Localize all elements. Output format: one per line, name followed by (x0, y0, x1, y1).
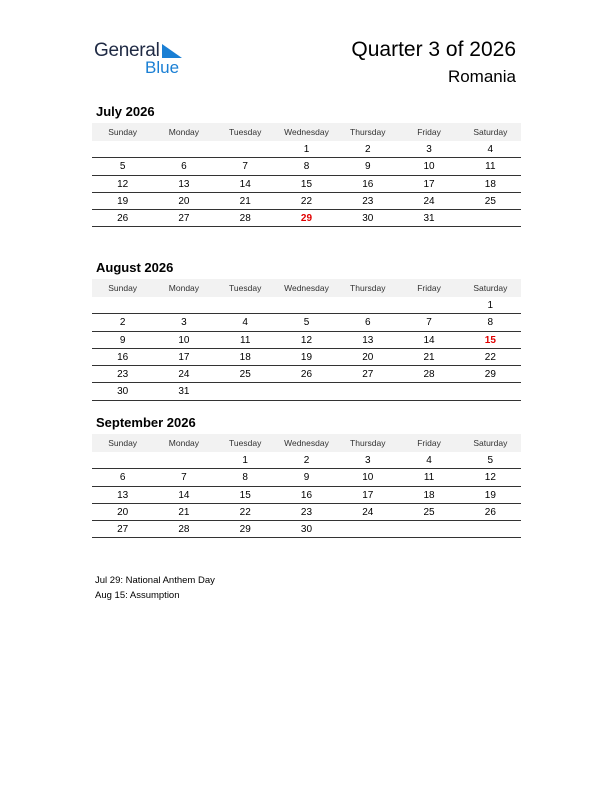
day-cell: 13 (362, 334, 374, 346)
logo-blue-text: Blue (145, 58, 180, 77)
day-cell: 18 (239, 351, 251, 363)
day-cell: 13 (117, 489, 129, 501)
week-row (92, 314, 521, 331)
day-cell: 8 (303, 161, 310, 173)
day-cell: 14 (423, 334, 435, 346)
day-cell: 18 (423, 489, 435, 501)
country-name: Romania (447, 67, 516, 86)
day-cell: 14 (178, 489, 190, 501)
week-row (92, 297, 521, 314)
day-cell: 29 (484, 369, 496, 381)
weekday-label: Sunday (108, 438, 138, 448)
day-cell (92, 297, 153, 313)
day-cell: 6 (181, 161, 187, 173)
weekday-label: Saturday (473, 283, 508, 293)
day-cell: 9 (364, 161, 371, 173)
day-cell: 3 (181, 317, 187, 329)
day-cell: 12 (300, 334, 313, 346)
week-row (92, 210, 521, 227)
day-cell (276, 383, 337, 399)
day-cell: 1 (242, 455, 248, 466)
day-cell: 23 (117, 369, 129, 381)
week-rows (92, 297, 521, 401)
weekday-label: Sunday (108, 127, 138, 137)
day-cell: 10 (362, 472, 374, 484)
day-cell (153, 141, 214, 157)
day-cell: 25 (484, 195, 496, 207)
day-cell (398, 521, 459, 537)
day-cell (215, 141, 276, 157)
day-cell (460, 210, 521, 226)
day-cell: 30 (117, 386, 129, 398)
holiday-note: Jul 29: National Anthem Day (95, 575, 215, 586)
day-cell: 8 (242, 472, 248, 484)
week-row (92, 193, 521, 210)
day-cell: 7 (181, 472, 187, 484)
day-cell: 4 (487, 144, 494, 155)
holiday-day-cell: 15 (484, 334, 496, 346)
day-cell (92, 141, 153, 157)
day-cell (215, 297, 276, 313)
day-cell: 30 (362, 213, 374, 225)
month-calendar-september (92, 414, 521, 538)
day-cell: 2 (364, 144, 371, 155)
weekday-label: Wednesday (284, 283, 329, 293)
week-row (92, 176, 521, 193)
day-cell: 29 (239, 524, 251, 536)
day-cell: 26 (300, 369, 313, 381)
day-cell (337, 521, 398, 537)
week-row (92, 504, 521, 521)
day-cell: 21 (423, 351, 435, 363)
day-cell: 11 (485, 161, 496, 173)
day-cell (276, 297, 337, 313)
week-row (92, 349, 521, 366)
week-row (92, 366, 521, 383)
day-cell: 22 (484, 351, 496, 363)
logo (94, 40, 194, 80)
day-cell (153, 297, 214, 313)
weekday-label: Friday (417, 283, 441, 293)
day-cell: 19 (117, 195, 129, 207)
day-cell: 25 (239, 369, 251, 381)
weekday-label: Monday (168, 127, 200, 137)
day-cell: 4 (426, 455, 432, 466)
week-row (92, 521, 521, 538)
month-title: September 2026 (96, 415, 196, 430)
weekday-label: Tuesday (229, 127, 262, 137)
day-cell: 22 (300, 195, 313, 207)
week-row (92, 452, 521, 469)
weekday-label: Thursday (350, 127, 386, 137)
month-title: July 2026 (96, 104, 155, 119)
day-cell: 16 (362, 178, 374, 190)
weekday-label: Saturday (473, 438, 508, 448)
weekday-header-row (92, 123, 521, 141)
day-cell (92, 452, 153, 468)
week-row (92, 383, 521, 400)
week-row (92, 487, 521, 504)
weekday-header-row (92, 279, 521, 297)
day-cell: 9 (303, 472, 310, 484)
week-row (92, 469, 521, 486)
day-cell: 26 (117, 213, 129, 225)
week-row (92, 332, 521, 349)
day-cell: 28 (239, 213, 251, 225)
day-cell: 16 (300, 489, 313, 501)
day-cell: 20 (178, 195, 190, 207)
day-cell: 18 (484, 178, 496, 190)
weekday-label: Friday (417, 127, 441, 137)
day-cell: 27 (178, 213, 190, 225)
day-cell: 25 (423, 506, 435, 518)
weekday-label: Tuesday (229, 438, 262, 448)
day-cell: 2 (303, 455, 310, 466)
day-cell (460, 521, 521, 537)
day-cell (337, 297, 398, 313)
day-cell: 5 (303, 317, 310, 329)
weekday-label: Thursday (350, 438, 386, 448)
day-cell: 22 (239, 506, 251, 518)
day-cell: 31 (423, 213, 435, 225)
day-cell: 24 (178, 369, 190, 381)
day-cell: 11 (423, 472, 435, 484)
week-rows (92, 452, 521, 538)
page-title: Quarter 3 of 2026 (351, 38, 516, 61)
day-cell: 6 (364, 317, 371, 329)
day-cell: 12 (117, 178, 129, 190)
day-cell: 1 (303, 144, 310, 155)
holiday-day-cell: 29 (300, 213, 313, 225)
weekday-label: Monday (168, 438, 200, 448)
day-cell: 8 (487, 317, 494, 329)
day-cell: 10 (423, 161, 435, 173)
day-cell: 6 (119, 472, 126, 484)
weekday-label: Friday (417, 438, 441, 448)
weekday-label: Monday (168, 283, 200, 293)
day-cell: 11 (240, 334, 251, 346)
day-cell: 13 (178, 178, 190, 190)
day-cell: 5 (119, 161, 126, 173)
day-cell: 16 (117, 351, 129, 363)
day-cell (398, 383, 459, 399)
weekday-label: Wednesday (284, 438, 329, 448)
day-cell: 21 (178, 506, 190, 518)
day-cell: 3 (364, 455, 371, 466)
day-cell: 23 (300, 506, 313, 518)
week-rows (92, 141, 521, 227)
holiday-notes (95, 573, 215, 603)
month-title: August 2026 (96, 260, 174, 275)
day-cell: 3 (426, 144, 432, 155)
day-cell: 7 (426, 317, 432, 329)
day-cell: 5 (487, 455, 494, 466)
day-cell (215, 383, 276, 399)
day-cell (460, 383, 521, 399)
day-cell: 23 (362, 195, 374, 207)
month-calendar-august (92, 259, 521, 401)
week-row (92, 141, 521, 158)
day-cell: 17 (362, 489, 374, 501)
weekday-header-row (92, 434, 521, 452)
weekday-label: Tuesday (229, 283, 262, 293)
day-cell: 10 (178, 334, 190, 346)
day-cell: 21 (239, 195, 251, 207)
day-cell: 20 (362, 351, 374, 363)
day-cell: 2 (119, 317, 126, 329)
day-cell: 17 (423, 178, 435, 190)
day-cell: 19 (484, 489, 496, 501)
day-cell: 28 (178, 524, 190, 536)
day-cell (398, 297, 459, 313)
day-cell: 9 (119, 334, 126, 346)
weekday-label: Thursday (350, 283, 386, 293)
day-cell: 17 (178, 351, 190, 363)
day-cell (337, 383, 398, 399)
logo-general-text: General (94, 40, 160, 61)
day-cell: 15 (239, 489, 251, 501)
day-cell: 1 (487, 300, 494, 311)
day-cell: 12 (484, 472, 496, 484)
day-cell: 15 (300, 178, 313, 190)
day-cell: 19 (300, 351, 313, 363)
day-cell: 24 (423, 195, 435, 207)
weekday-label: Sunday (108, 283, 138, 293)
day-cell: 30 (300, 524, 313, 536)
day-cell: 27 (117, 524, 129, 536)
day-cell (153, 452, 214, 468)
week-row (92, 158, 521, 175)
day-cell: 28 (423, 369, 435, 381)
holiday-note: Aug 15: Assumption (95, 590, 180, 601)
day-cell: 26 (484, 506, 496, 518)
day-cell: 27 (362, 369, 374, 381)
weekday-label: Wednesday (284, 127, 329, 137)
day-cell: 4 (242, 317, 248, 329)
day-cell: 24 (362, 506, 374, 518)
day-cell: 20 (117, 506, 129, 518)
weekday-label: Saturday (473, 127, 508, 137)
day-cell: 14 (239, 178, 251, 190)
month-calendar-july (92, 103, 521, 227)
day-cell: 7 (242, 161, 248, 173)
day-cell: 31 (178, 386, 190, 398)
